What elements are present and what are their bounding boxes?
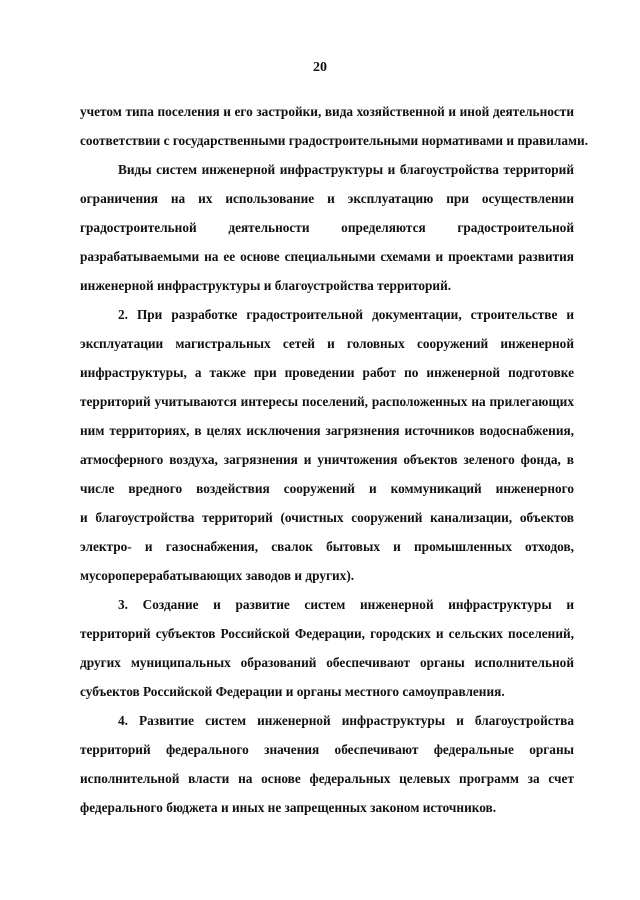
text-line: и благоустройства территорий (очистных сооружений канализации, объектов: [80, 510, 574, 525]
text-line: эксплуатации магистральных сетей и головных сооружений инженерной: [80, 336, 574, 351]
text-line: градостроительной деятельности определяются градостроительной: [80, 220, 574, 235]
text-line: инфраструктуры, а также при проведении работ по инженерной подготовке: [80, 365, 574, 380]
text-line: соответствии с государственными градостроительными нормативами и правилами.: [80, 133, 589, 148]
text-line: разрабатываемыми на ее основе специальными схемами и проектами развития: [80, 249, 574, 264]
text-line: электро- и газоснабжения, свалок бытовых и промышленных отходов,: [80, 539, 574, 554]
paragraph: [80, 706, 574, 822]
paragraph: [80, 590, 574, 706]
document-body: [80, 97, 589, 822]
text-line: 4. Развитие систем инженерной инфраструктуры и благоустройства: [118, 713, 574, 728]
text-line: территорий федерального значения обеспечивают федеральные органы: [80, 742, 574, 757]
text-line: территорий субъектов Российской Федерации, городских и сельских поселений,: [80, 626, 574, 641]
page-number: 20: [313, 60, 327, 75]
text-line: атмосферного воздуха, загрязнения и уничтожения объектов зеленого фонда, в: [80, 452, 574, 467]
text-line: 2. При разработке градостроительной документации, строительстве и: [118, 307, 574, 322]
text-line: инженерной инфраструктуры и благоустройства территорий.: [80, 278, 452, 293]
text-line: других муниципальных образований обеспечивают органы исполнительной: [80, 655, 574, 670]
paragraph: [80, 300, 574, 590]
paragraph: [80, 97, 589, 155]
text-line: субъектов Российской Федерации и органы местного самоуправления.: [80, 684, 505, 699]
text-line: ним территориях, в целях исключения загрязнения источников водоснабжения,: [80, 423, 574, 438]
text-line: числе вредного воздействия сооружений и коммуникаций инженерного: [80, 481, 574, 496]
text-line: Виды систем инженерной инфраструктуры и благоустройства территорий: [118, 162, 574, 177]
text-line: территорий учитываются интересы поселений, расположенных на прилегающих: [80, 394, 574, 409]
paragraph: [80, 155, 574, 300]
text-line: 3. Создание и развитие систем инженерной инфраструктуры и: [118, 597, 574, 612]
text-line: учетом типа поселения и его застройки, вида хозяйственной и иной деятельности: [80, 104, 574, 119]
text-line: федерального бюджета и иных не запрещенных законом источников.: [80, 800, 497, 815]
text-line: мусороперерабатывающих заводов и других).: [80, 568, 355, 583]
text-line: исполнительной власти на основе федеральных целевых программ за счет: [80, 771, 574, 786]
text-line: ограничения на их использование и эксплуатацию при осуществлении: [80, 191, 574, 206]
